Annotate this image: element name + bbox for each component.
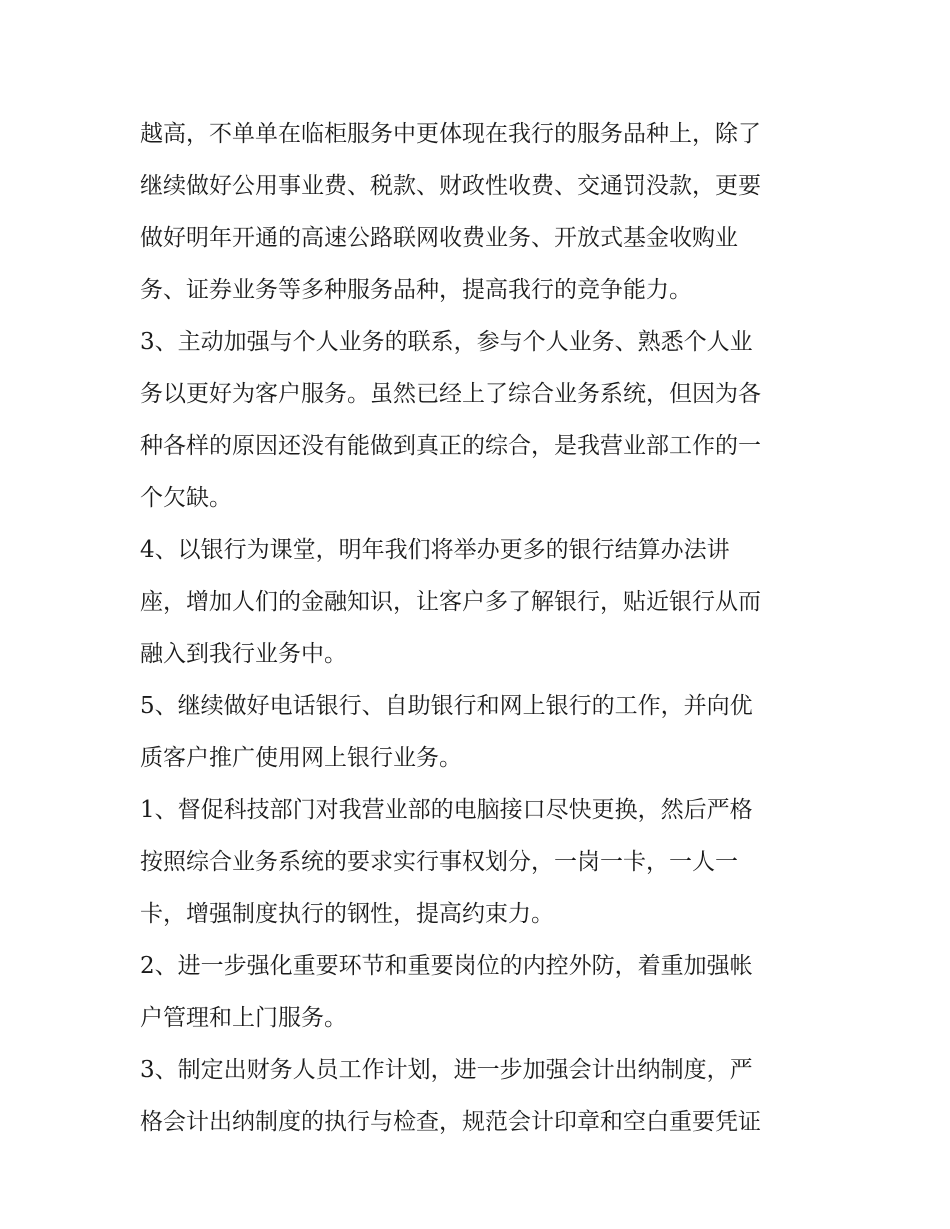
text-line: 融入到我行业务中。 — [140, 641, 347, 667]
text-line: 质客户推广使用网上银行业务。 — [140, 745, 462, 771]
document-body — [140, 108, 820, 1148]
text-line: 户管理和上门服务。 — [140, 1005, 347, 1031]
text-line: 3、主动加强与个人业务的联系，参与个人业务、熟悉个人业 — [140, 329, 753, 355]
text-line: 2、进一步强化重要环节和重要岗位的内控外防，着重加强帐 — [140, 953, 753, 979]
text-line: 继续做好公用事业费、税款、财政性收费、交通罚没款，更要 — [140, 173, 761, 199]
text-line: 务以更好为客户服务。虽然已经上了综合业务系统，但因为各 — [140, 381, 761, 407]
text-line: 越高，不单单在临柜服务中更体现在我行的服务品种上，除了 — [140, 121, 761, 147]
text-line: 个欠缺。 — [140, 485, 232, 511]
text-line: 按照综合业务系统的要求实行事权划分，一岗一卡，一人一 — [140, 849, 738, 875]
text-line: 种各样的原因还没有能做到真正的综合，是我营业部工作的一 — [140, 433, 761, 459]
text-line: 格会计出纳制度的执行与检查，规范会计印章和空白重要凭证 — [140, 1109, 761, 1135]
text-line: 3、制定出财务人员工作计划，进一步加强会计出纳制度，严 — [140, 1057, 753, 1083]
text-line: 做好明年开通的高速公路联网收费业务、开放式基金收购业 — [140, 225, 738, 251]
text-line: 务、证券业务等多种服务品种，提高我行的竞争能力。 — [140, 277, 692, 303]
text-line: 1、督促科技部门对我营业部的电脑接口尽快更换，然后严格 — [140, 797, 753, 823]
text-line: 4、以银行为课堂，明年我们将举办更多的银行结算办法讲 — [140, 537, 730, 563]
text-line: 5、继续做好电话银行、自助银行和网上银行的工作，并向优 — [140, 693, 753, 719]
text-line: 卡，增强制度执行的钢性，提高约束力。 — [140, 901, 554, 927]
text-line: 座，增加人们的金融知识，让客户多了解银行，贴近银行从而 — [140, 589, 761, 615]
